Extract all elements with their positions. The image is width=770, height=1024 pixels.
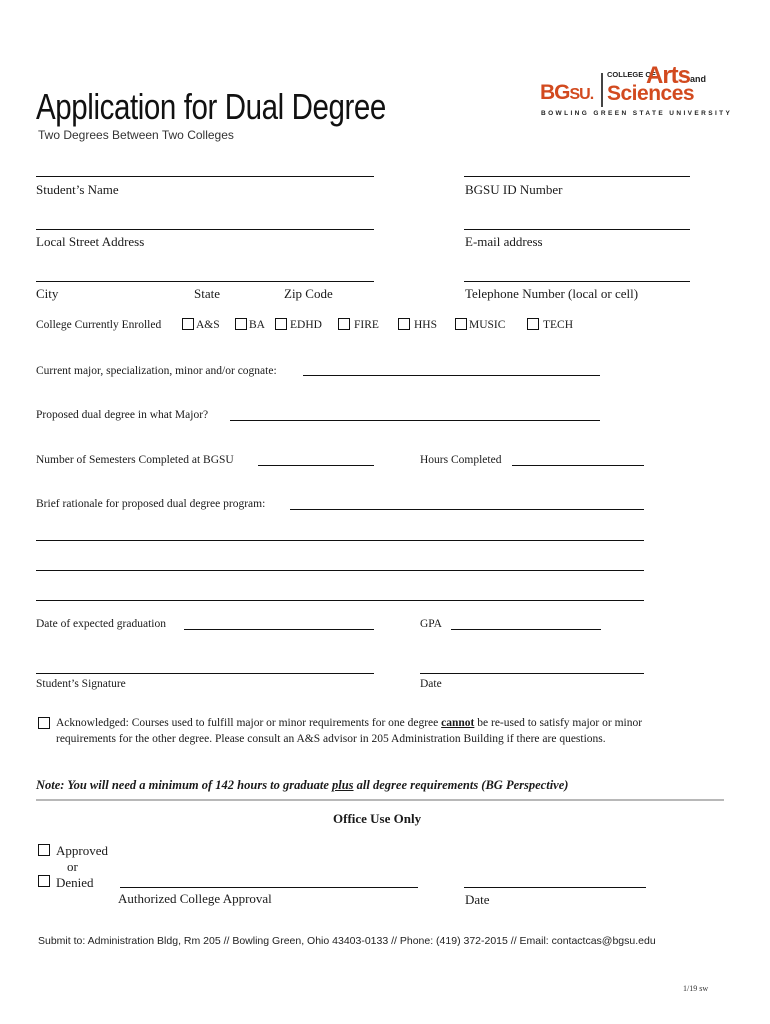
- rationale-line-4[interactable]: [36, 600, 644, 601]
- logo-arts: Arts: [646, 62, 691, 89]
- acknowledge-text-a: Acknowledged: Courses used to fulfill major or minor requirements for one degree: [56, 717, 439, 729]
- approved-label: Approved: [56, 843, 108, 858]
- city-state-zip-line[interactable]: [36, 281, 374, 282]
- signature-line[interactable]: [36, 673, 374, 674]
- signature-date-label: Date: [420, 678, 442, 690]
- approval-signature-line[interactable]: [120, 887, 418, 888]
- email-label: E-mail address: [465, 234, 543, 249]
- signature-date-line[interactable]: [420, 673, 644, 674]
- rationale-line-1[interactable]: [290, 509, 644, 510]
- college-edhd-checkbox[interactable]: [275, 318, 287, 330]
- logo-and: and: [690, 74, 707, 84]
- bgsu-id-line[interactable]: [464, 176, 690, 177]
- or-label: or: [67, 859, 78, 874]
- semesters-line[interactable]: [258, 465, 374, 466]
- college-fire-label: FIRE: [354, 319, 379, 331]
- note-text: [36, 778, 568, 793]
- college-ba-checkbox[interactable]: [235, 318, 247, 330]
- logo-divider: [601, 73, 603, 107]
- submit-info: Submit to: Administration Bldg, Rm 205 // Bowling Green, Ohio 43403-0133 // Phone: (419) 372-2015 // Email: contactcas@bgsu.edu: [38, 935, 656, 947]
- college-as-checkbox[interactable]: [182, 318, 194, 330]
- logo-su: SU.: [569, 86, 594, 103]
- local-address-line[interactable]: [36, 229, 374, 230]
- current-major-label: Current major, specialization, minor and/or cognate:: [36, 365, 277, 377]
- acknowledge-checkbox[interactable]: [38, 717, 50, 729]
- note-text-c: all degree requirements (BG Perspective): [356, 778, 569, 792]
- note-plus: plus: [332, 778, 354, 792]
- logo-sciences: Sciences: [607, 82, 695, 105]
- logo-college-of: COLLEGE OF: [607, 70, 656, 79]
- authorized-approval-label: Authorized College Approval: [118, 891, 272, 906]
- college-music-checkbox[interactable]: [455, 318, 467, 330]
- college-fire-checkbox[interactable]: [338, 318, 350, 330]
- form-version: 1/19 sw: [683, 984, 709, 993]
- state-label: State: [194, 286, 220, 301]
- student-name-line[interactable]: [36, 176, 374, 177]
- logo-university: BOWLING GREEN STATE UNIVERSITY: [541, 110, 733, 117]
- grad-date-line[interactable]: [184, 629, 374, 630]
- proposed-major-line[interactable]: [230, 420, 600, 421]
- approval-date-label: Date: [465, 892, 490, 907]
- approved-checkbox[interactable]: [38, 844, 50, 856]
- office-use-title: Office Use Only: [333, 811, 422, 826]
- current-major-line[interactable]: [303, 375, 600, 376]
- city-label: City: [36, 286, 59, 301]
- bgsu-id-label: BGSU ID Number: [465, 182, 563, 197]
- hours-line[interactable]: [512, 465, 644, 466]
- rationale-line-3[interactable]: [36, 570, 644, 571]
- logo-bg: BG: [540, 81, 570, 104]
- section-divider: [36, 799, 724, 801]
- page-subtitle: Two Degrees Between Two Colleges: [38, 128, 234, 142]
- college-tech-label: TECH: [543, 319, 574, 331]
- acknowledge-text-c: be re-used to satisfy major or minor: [477, 717, 643, 729]
- college-hhs-checkbox[interactable]: [398, 318, 410, 330]
- telephone-label: Telephone Number (local or cell): [465, 286, 639, 301]
- rationale-label: Brief rationale for proposed dual degree program:: [36, 498, 266, 510]
- local-address-label: Local Street Address: [36, 234, 145, 249]
- gpa-label: GPA: [420, 618, 442, 630]
- email-line[interactable]: [464, 229, 690, 230]
- semesters-label: Number of Semesters Completed at BGSU: [36, 454, 234, 466]
- gpa-line[interactable]: [451, 629, 601, 630]
- note-text-a: Note: You will need a minimum of 142 hours to graduate: [36, 778, 329, 792]
- hours-label: Hours Completed: [420, 454, 502, 466]
- proposed-major-label: Proposed dual degree in what Major?: [36, 409, 209, 421]
- telephone-line[interactable]: [464, 281, 690, 282]
- college-as-label: A&S: [196, 319, 220, 331]
- college-hhs-label: HHS: [414, 319, 438, 331]
- zip-label: Zip Code: [284, 286, 333, 301]
- college-music-label: MUSIC: [469, 319, 506, 331]
- approval-date-line[interactable]: [464, 887, 646, 888]
- college-edhd-label: EDHD: [290, 319, 322, 331]
- student-name-label: Student’s Name: [36, 182, 119, 197]
- college-enrolled-label: College Currently Enrolled: [36, 319, 162, 331]
- denied-label: Denied: [56, 875, 94, 890]
- signature-label: Student’s Signature: [36, 678, 126, 690]
- acknowledge-line-1: [56, 717, 642, 729]
- college-ba-label: BA: [249, 319, 265, 331]
- page-title: Application for Dual Degree: [36, 86, 386, 127]
- grad-date-label: Date of expected graduation: [36, 618, 166, 630]
- acknowledge-cannot: cannot: [441, 717, 475, 729]
- denied-checkbox[interactable]: [38, 875, 50, 887]
- rationale-line-2[interactable]: [36, 540, 644, 541]
- college-tech-checkbox[interactable]: [527, 318, 539, 330]
- acknowledge-line-2: requirements for the other degree. Please consult an A&S advisor in 205 Administration Building if there are questions.: [56, 733, 606, 745]
